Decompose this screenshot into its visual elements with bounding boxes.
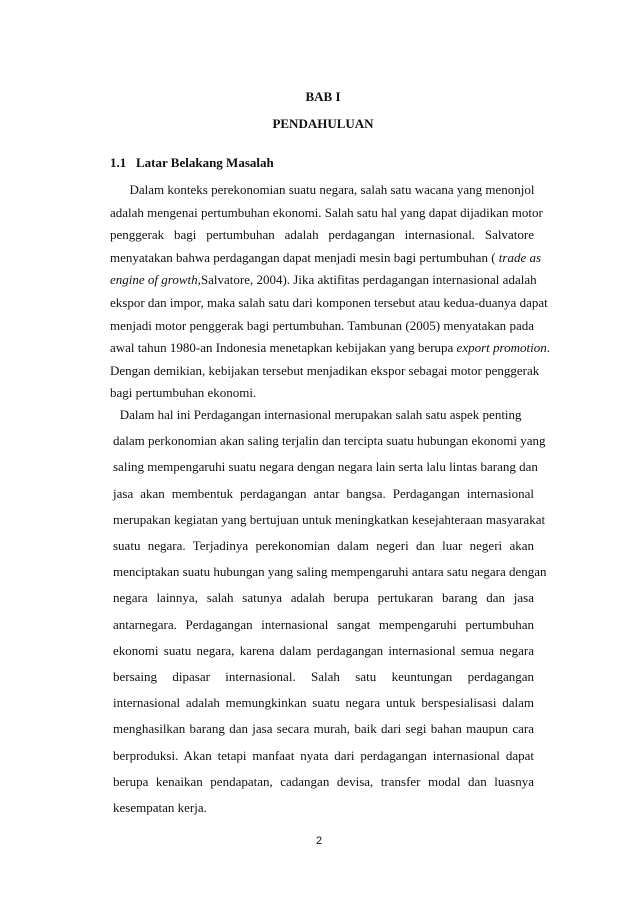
italic-term: engine of growth, [110,272,201,288]
paragraph2-line: saling mempengaruhi suatu negara dengan negara lain serta lalu lintas barang dan [113,459,538,475]
paragraph2-line: ekonomi suatu negara, karena dalam perdagangan internasional semua negara [113,642,534,658]
paragraph2-line: dalam perkonomian akan saling terjalin dan tercipta suatu hubungan ekonomi yang [113,433,546,449]
paragraph1-line [110,340,550,356]
section-heading [110,155,274,171]
paragraph2-line: menciptakan suatu hubungan yang saling mempengaruhi antara satu negara dengan [113,564,547,580]
paragraph2-line: suatu negara. Terjadinya perekonomian dalam negeri dan luar negeri akan [113,538,534,553]
paragraph1-text: Salvatore, 2004). Jika aktifitas perdagangan internasional adalah [200,272,537,288]
paragraph2-line: berupa kenaikan pendapatan, cadangan devisa, transfer modal dan luasnya [113,773,534,789]
paragraph1-line: ekspor dan impor, maka salah satu dari komponen tersebut atau kedua-duanya dapat [110,295,548,310]
chapter-title: PENDAHULUAN [272,116,374,131]
page-number: 2 [315,835,323,847]
paragraph2-line: bersaing dipasar internasional. Salah satu keuntungan perdagangan [113,669,534,684]
section-number: 1.1 [110,155,127,170]
section-title: Latar Belakang Masalah [136,155,274,170]
paragraph1-line: adalah mengenai pertumbuhan ekonomi. Salah satu hal yang dapat dijadikan motor [110,204,543,220]
paragraph1-line: Dalam konteks perekonomian suatu negara, salah satu wacana yang menonjol [110,182,535,197]
paragraph2-line: Dalam hal ini Perdagangan internasional merupakan salah satu aspek penting [110,407,522,422]
paragraph1-line: penggerak bagi pertumbuhan adalah perdagangan internasional. Salvatore [110,227,534,243]
paragraph2-line: kesempatan kerja. [113,800,207,815]
paragraph1-line [110,249,542,266]
paragraph2-line: antarnegara. Perdagangan internasional sangat mempengaruhi pertumbuhan [113,616,534,632]
paragraph1-text: . [546,340,550,356]
paragraph1-text: awal tahun 1980-an Indonesia menetapkan kebijakan yang berupa [110,340,454,356]
paragraph2-line: berproduksi. Akan tetapi manfaat nyata dari perdagangan internasional dapat [113,747,534,763]
paragraph1-line: bagi pertumbuhan ekonomi. [110,385,257,401]
italic-term: export promotion [456,340,547,356]
paragraph2-line: jasa akan membentuk perdagangan antar bangsa. Perdagangan internasional [113,485,534,501]
paragraph2-line: menghasilkan barang dan jasa secara murah, baik dari segi bahan maupun cara [113,721,534,737]
paragraph2-line: negara lainnya, salah satunya adalah berupa pertukaran barang dan jasa [113,590,534,606]
italic-term: trade as [498,249,542,265]
paragraph1-line: Dengan demikian, kebijakan tersebut menjadikan ekspor sebagai motor penggerak [110,362,540,378]
chapter-number: BAB I [305,89,341,104]
paragraph1-line: menjadi motor penggerak bagi pertumbuhan. Tambunan (2005) menyatakan pada [110,317,534,333]
paragraph1-line [110,272,537,288]
paragraph2-line: merupakan kegiatan yang bertujuan untuk meningkatkan kesejahteraan masyarakat [113,511,546,527]
paragraph2-line: internasional adalah memungkinkan suatu negara untuk berspesialisasi dalam [113,695,534,711]
paragraph1-text: menyatakan bahwa perdagangan dapat menjadi mesin bagi pertumbuhan ( [110,249,496,265]
